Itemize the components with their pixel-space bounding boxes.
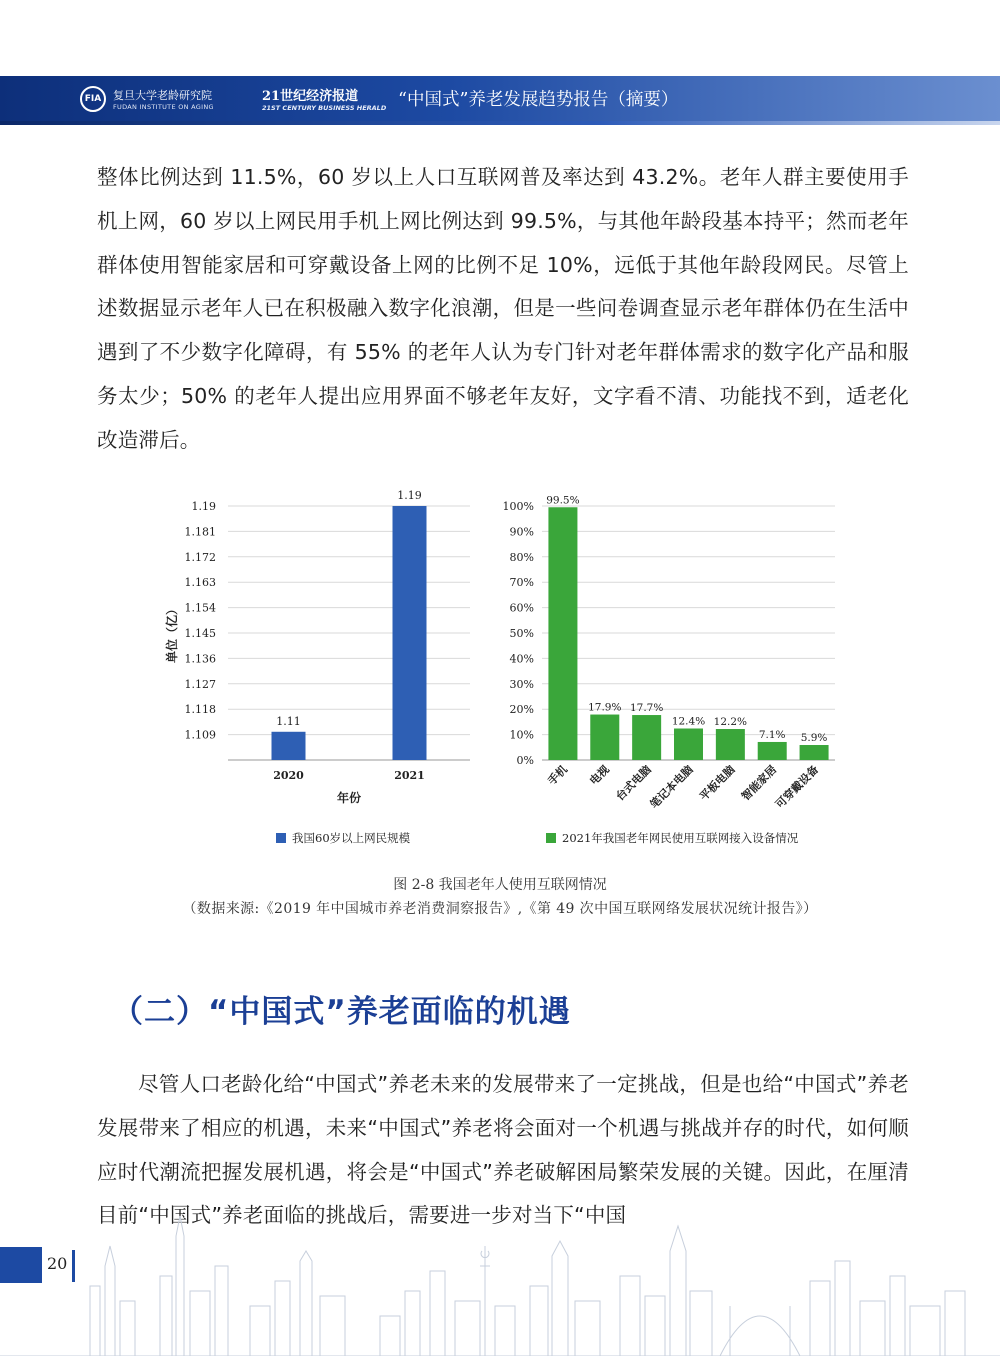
x-tick-label: 台式电脑 — [613, 762, 654, 804]
x-axis-label: 年份 — [336, 791, 362, 805]
y-tick-label: 0% — [516, 754, 534, 767]
bar — [674, 729, 703, 760]
y-tick-label: 1.154 — [184, 601, 216, 615]
x-tick-label: 2020 — [273, 769, 304, 782]
y-tick-label: 80% — [509, 550, 534, 564]
bar — [548, 507, 577, 760]
x-tick-label: 手机 — [545, 762, 571, 788]
body-paragraph: 尽管人口老龄化给“中国式”养老未来的发展带来了一定挑战，但是也给“中国式”养老发展带来了相应的机遇，未来“中国式”养老将会面对一个机遇与挑战并存的时代，如何顺应时代潮流把握发展机遇，将会是“中国式”养老破解困局繁荣发展的关键。因此，在厘清目前“中国式”养老面临的挑战后，需要进一步对当下“中国 — [97, 1072, 909, 1228]
y-axis-label: 单位（亿） — [165, 602, 179, 664]
report-title: “中国式”养老发展趋势报告（摘要） — [398, 90, 679, 110]
page-number-bar — [72, 1250, 75, 1282]
bar — [758, 742, 787, 760]
bar — [393, 506, 427, 760]
x-tick-label: 平板电脑 — [697, 762, 738, 804]
bar — [716, 729, 745, 760]
y-tick-label: 1.145 — [184, 627, 216, 640]
y-tick-label: 1.163 — [184, 576, 216, 590]
y-tick-label: 30% — [509, 677, 534, 691]
y-tick-label: 1.136 — [184, 652, 216, 666]
figure-caption: 图 2-8 我国老年人使用互联网情况 — [393, 877, 607, 893]
bar — [800, 745, 829, 760]
y-tick-label: 1.118 — [184, 703, 216, 717]
y-tick-label: 1.181 — [184, 525, 216, 539]
y-tick-label: 1.127 — [184, 677, 216, 691]
x-tick-label: 可穿戴设备 — [773, 762, 822, 812]
legend-swatch — [546, 833, 556, 843]
y-tick-label: 70% — [509, 576, 534, 590]
y-tick-label: 1.19 — [191, 500, 216, 513]
data-label: 5.9% — [800, 732, 828, 745]
data-label: 99.5% — [546, 494, 580, 507]
y-tick-label: 90% — [509, 525, 534, 539]
data-label: 17.7% — [629, 702, 664, 715]
data-label: 12.4% — [671, 715, 706, 728]
page-number-block — [0, 1247, 42, 1283]
city-skyline-illustration — [0, 1206, 1000, 1356]
figure-charts — [140, 482, 860, 862]
page-number: 20 — [47, 1254, 68, 1273]
section-heading: （二）“中国式”养老面临的机遇 — [112, 994, 571, 1030]
y-tick-label: 40% — [509, 652, 534, 666]
bar — [632, 715, 661, 760]
header-stripe — [0, 121, 1000, 125]
y-tick-label: 20% — [509, 703, 534, 717]
x-tick-label: 电视 — [587, 762, 612, 788]
bar — [590, 715, 619, 760]
newspaper-name-en: 21ST CENTURY BUSINESS HERALD — [262, 104, 387, 112]
legend-label: 我国60岁以上网民规模 — [292, 831, 411, 845]
data-label: 12.2% — [713, 716, 748, 729]
y-tick-label: 50% — [509, 627, 534, 640]
y-tick-label: 100% — [502, 500, 534, 513]
body-paragraph: 整体比例达到 11.5%，60 岁以上人口互联网普及率达到 43.2%。老年人群主要使用手机上网，60 岁以上网民用手机上网比例达到 99.5%，与其他年龄段基本持平；然而老年群体使用智能家居和可穿戴设备上网的比例不足 10%，远低于其他年龄段网民。尽管上述数据显示老年人已在积极融入数字化浪潮，但是一些问卷调查显示老年群体仍在生活中遇到了不少数字化障碍，有 55% 的老年人认为专门针对老年群体需求的数字化产品和服务太少；50% 的老年人提出应用界面不够老年友好，文字看不清、功能找不到，适老化改造滞后。 — [97, 165, 909, 452]
data-label: 1.11 — [276, 714, 301, 728]
x-tick-label: 智能家居 — [739, 762, 780, 804]
figure-source: （数据来源:《2019 年中国城市养老消费洞察报告》,《第 49 次中国互联网络发展状况统计报告》） — [182, 901, 818, 917]
institute-name-en: FUDAN INSTITUTE ON AGING — [113, 103, 214, 111]
y-tick-label: 10% — [509, 728, 534, 742]
bar — [272, 732, 306, 760]
y-tick-label: 1.109 — [184, 728, 216, 742]
data-label: 7.1% — [758, 728, 786, 741]
legend-swatch — [276, 833, 286, 843]
data-label: 17.9% — [588, 701, 622, 714]
y-tick-label: 1.172 — [184, 550, 216, 564]
x-tick-label: 2021 — [394, 769, 425, 782]
y-tick-label: 60% — [509, 601, 534, 615]
x-tick-label: 笔记本电脑 — [647, 762, 696, 812]
legend-label: 2021年我国老年网民使用互联网接入设备情况 — [562, 831, 799, 845]
institute-logo: FIA — [80, 86, 106, 112]
institute-name-cn: 复旦大学老龄研究院 — [113, 89, 212, 102]
newspaper-name-cn: 21世纪经济报道 — [262, 89, 359, 104]
data-label: 1.19 — [397, 489, 422, 502]
